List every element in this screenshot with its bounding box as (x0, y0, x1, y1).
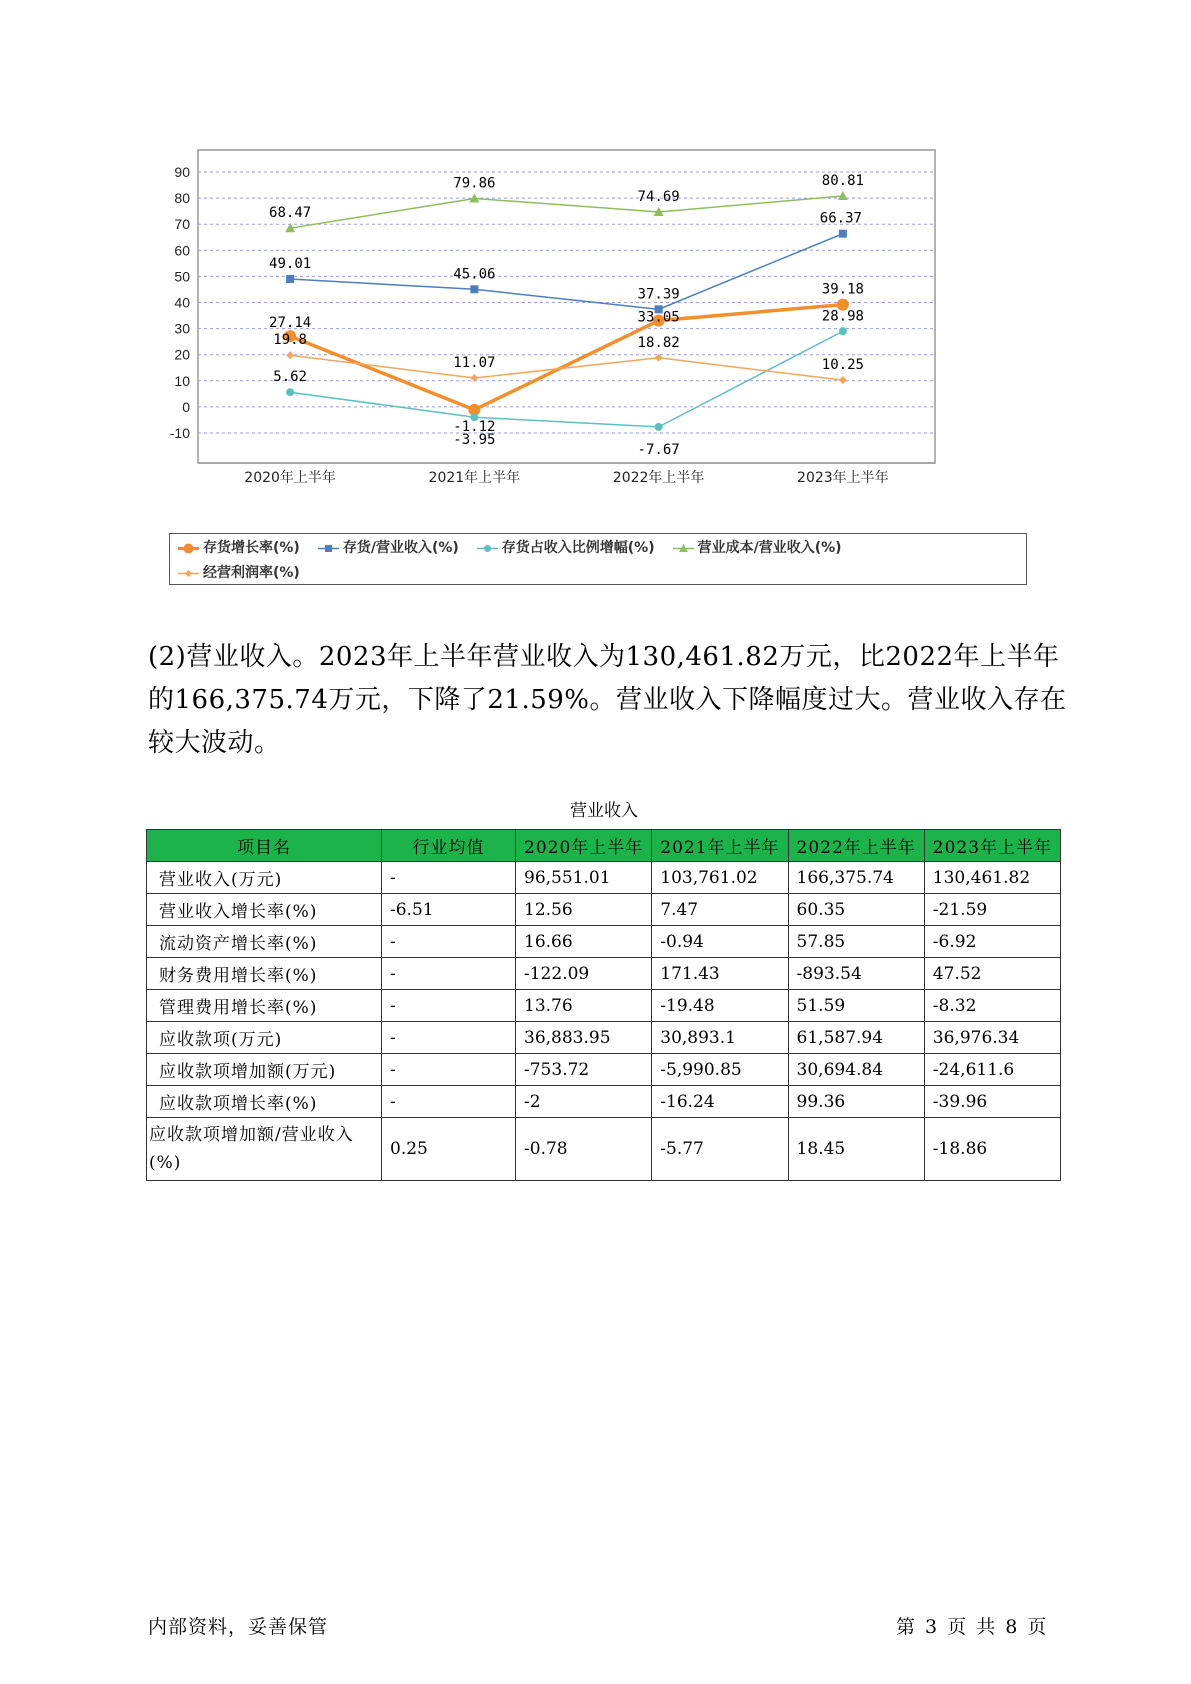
table-cell: 51.59 (788, 990, 924, 1022)
table-cell: -753.72 (516, 1054, 652, 1086)
legend-label: 经营利润率(%) (203, 565, 300, 581)
data-point (286, 351, 294, 359)
series-line (290, 331, 843, 427)
legend-marker-icon (477, 543, 498, 554)
data-label: 33.05 (637, 309, 680, 326)
row-label-cell: 营业收入增长率(%) (147, 894, 382, 926)
legend-label: 存货增长率(%) (203, 540, 300, 556)
x-tick-label: 2023年上半年 (797, 470, 889, 486)
y-tick-label: 0 (182, 398, 190, 415)
table-cell: -8.32 (924, 990, 1060, 1022)
table-cell: -122.09 (516, 958, 652, 990)
legend-entry (318, 537, 459, 560)
data-label: 79.86 (453, 175, 496, 192)
series-line (290, 196, 843, 228)
y-tick-label: 10 (174, 372, 190, 389)
legend-entry (673, 537, 842, 560)
row-label-cell: 流动资产增长率(%) (147, 926, 382, 958)
data-label: 5.62 (273, 369, 307, 386)
table-cell: 36,976.34 (924, 1022, 1060, 1054)
data-label: -1.12 (453, 418, 496, 435)
data-point (286, 275, 294, 283)
series-line (290, 305, 843, 410)
table-cell: 171.43 (652, 958, 788, 990)
y-tick-label: 80 (174, 190, 190, 207)
table-header-cell: 2023年上半年 (924, 830, 1060, 862)
table-cell: 7.47 (652, 894, 788, 926)
y-tick-label: -10 (169, 425, 190, 441)
table-header-cell: 行业均值 (382, 830, 516, 862)
table-cell: 47.52 (924, 958, 1060, 990)
table-cell: - (382, 990, 516, 1022)
data-label: 66.37 (819, 210, 862, 227)
y-tick-label: 50 (174, 268, 190, 285)
table-cell: -16.24 (652, 1086, 788, 1118)
y-tick-label: 60 (174, 242, 190, 259)
legend-label: 存货占收入比例增幅(%) (501, 540, 655, 556)
data-label: 45.06 (453, 266, 496, 283)
chart-legend (169, 533, 1027, 585)
table-cell: 61,587.94 (788, 1022, 924, 1054)
table-row (147, 1054, 1061, 1086)
table-cell: 60.35 (788, 894, 924, 926)
y-tick-label: 30 (174, 320, 190, 337)
legend-label: 存货/营业收入(%) (342, 540, 459, 556)
table-cell: - (382, 1022, 516, 1054)
table-cell: -893.54 (788, 958, 924, 990)
table-cell: -24,611.6 (924, 1054, 1060, 1086)
table-cell: - (382, 1086, 516, 1118)
data-label: 80.81 (821, 172, 864, 189)
table-cell: -18.86 (924, 1118, 1060, 1181)
table-cell: - (382, 926, 516, 958)
row-label-cell: 应收款项(万元) (147, 1022, 382, 1054)
revenue-table (146, 829, 1061, 1181)
legend-entry (178, 537, 300, 560)
data-point (286, 388, 294, 396)
table-caption: 营业收入 (570, 801, 638, 821)
table-cell: - (382, 958, 516, 990)
table-header-cell: 项目名 (147, 830, 382, 862)
x-tick-label: 2022年上半年 (612, 470, 705, 486)
row-label-cell: 应收款项增长率(%) (147, 1086, 382, 1118)
y-tick-label: 90 (174, 164, 190, 180)
table-cell: -21.59 (924, 894, 1060, 926)
table-row (147, 1022, 1061, 1054)
table-cell: -39.96 (924, 1086, 1060, 1118)
data-label: 28.98 (821, 308, 864, 325)
data-label: 27.14 (269, 315, 312, 332)
table-cell: - (382, 1054, 516, 1086)
data-label: 18.82 (637, 334, 680, 351)
data-label: 37.39 (637, 286, 680, 303)
row-label-cell: 应收款项增加额/营业收入(%) (147, 1118, 382, 1181)
data-point (839, 327, 847, 335)
data-label: 39.18 (821, 281, 864, 298)
table-cell: 30,694.84 (788, 1054, 924, 1086)
x-tick-label: 2020年上半年 (244, 470, 336, 486)
data-point (470, 374, 478, 382)
table-cell: -6.51 (382, 894, 516, 926)
table-row (147, 926, 1061, 958)
legend-marker-icon (178, 568, 199, 579)
data-label: -3.95 (453, 432, 496, 449)
row-label-cell: 财务费用增长率(%) (147, 958, 382, 990)
table-cell: -5.77 (652, 1118, 788, 1181)
data-label: 68.47 (269, 205, 312, 222)
table-row (147, 1086, 1061, 1118)
x-tick-label: 2021年上半年 (428, 470, 521, 486)
table-cell: 99.36 (788, 1086, 924, 1118)
table-cell: -6.92 (924, 926, 1060, 958)
row-label-cell: 管理费用增长率(%) (147, 990, 382, 1022)
legend-entry (178, 562, 300, 585)
data-label: 74.69 (637, 188, 680, 205)
data-label: 10.25 (821, 357, 864, 374)
data-point (838, 191, 848, 200)
data-point (839, 376, 847, 384)
chart-canvas (157, 148, 1017, 538)
table-cell: -19.48 (652, 990, 788, 1022)
table-header-row (147, 830, 1061, 862)
table-row (147, 990, 1061, 1022)
table-cell: 57.85 (788, 926, 924, 958)
series-line (290, 234, 843, 310)
row-label-cell: 营业收入(万元) (147, 862, 382, 894)
table-cell: -0.78 (516, 1118, 652, 1181)
data-label: 49.01 (269, 255, 312, 272)
legend-entry (477, 537, 655, 560)
data-point (839, 230, 847, 238)
legend-marker-icon (178, 543, 199, 554)
table-cell: 130,461.82 (924, 862, 1060, 894)
table-cell: 18.45 (788, 1118, 924, 1181)
table-cell: 166,375.74 (788, 862, 924, 894)
table-cell: 16.66 (516, 926, 652, 958)
legend-marker-icon (673, 543, 694, 554)
table-row (147, 894, 1061, 926)
table-cell: -5,990.85 (652, 1054, 788, 1086)
table-cell: 103,761.02 (652, 862, 788, 894)
table-cell: 36,883.95 (516, 1022, 652, 1054)
data-point (655, 423, 663, 431)
legend-label: 营业成本/营业收入(%) (697, 540, 842, 556)
data-label: -7.67 (637, 441, 680, 458)
footer-confidential-note: 内部资料，妥善保管 (148, 1616, 329, 1638)
footer-page-number: 第 3 页 共 8 页 (896, 1616, 1048, 1638)
table-header-cell: 2021年上半年 (652, 830, 788, 862)
table-cell: -2 (516, 1086, 652, 1118)
table-header-cell: 2020年上半年 (516, 830, 652, 862)
table-cell: 13.76 (516, 990, 652, 1022)
table-row (147, 862, 1061, 894)
table-cell: 0.25 (382, 1118, 516, 1181)
table-cell: 12.56 (516, 894, 652, 926)
body-paragraph: (2)营业收入。2023年上半年营业收入为130,461.82万元，比2022年上半年的166,375.74万元，下降了21.59%。营业收入下降幅度过大。营业收入存在较大波动。 (148, 642, 1067, 758)
y-tick-label: 40 (174, 294, 190, 311)
y-tick-label: 20 (174, 346, 190, 363)
legend-marker-icon (318, 543, 339, 554)
table-cell: 30,893.1 (652, 1022, 788, 1054)
row-label-cell: 应收款项增加额(万元) (147, 1054, 382, 1086)
line-chart (157, 148, 1017, 588)
data-label: 11.07 (453, 355, 496, 372)
table-cell: 96,551.01 (516, 862, 652, 894)
data-point (470, 285, 478, 293)
data-label: 19.8 (273, 332, 307, 349)
y-tick-label: 70 (174, 216, 190, 233)
table-cell: -0.94 (652, 926, 788, 958)
table-cell: - (382, 862, 516, 894)
table-row (147, 958, 1061, 990)
table-header-cell: 2022年上半年 (788, 830, 924, 862)
table-row (147, 1118, 1061, 1181)
